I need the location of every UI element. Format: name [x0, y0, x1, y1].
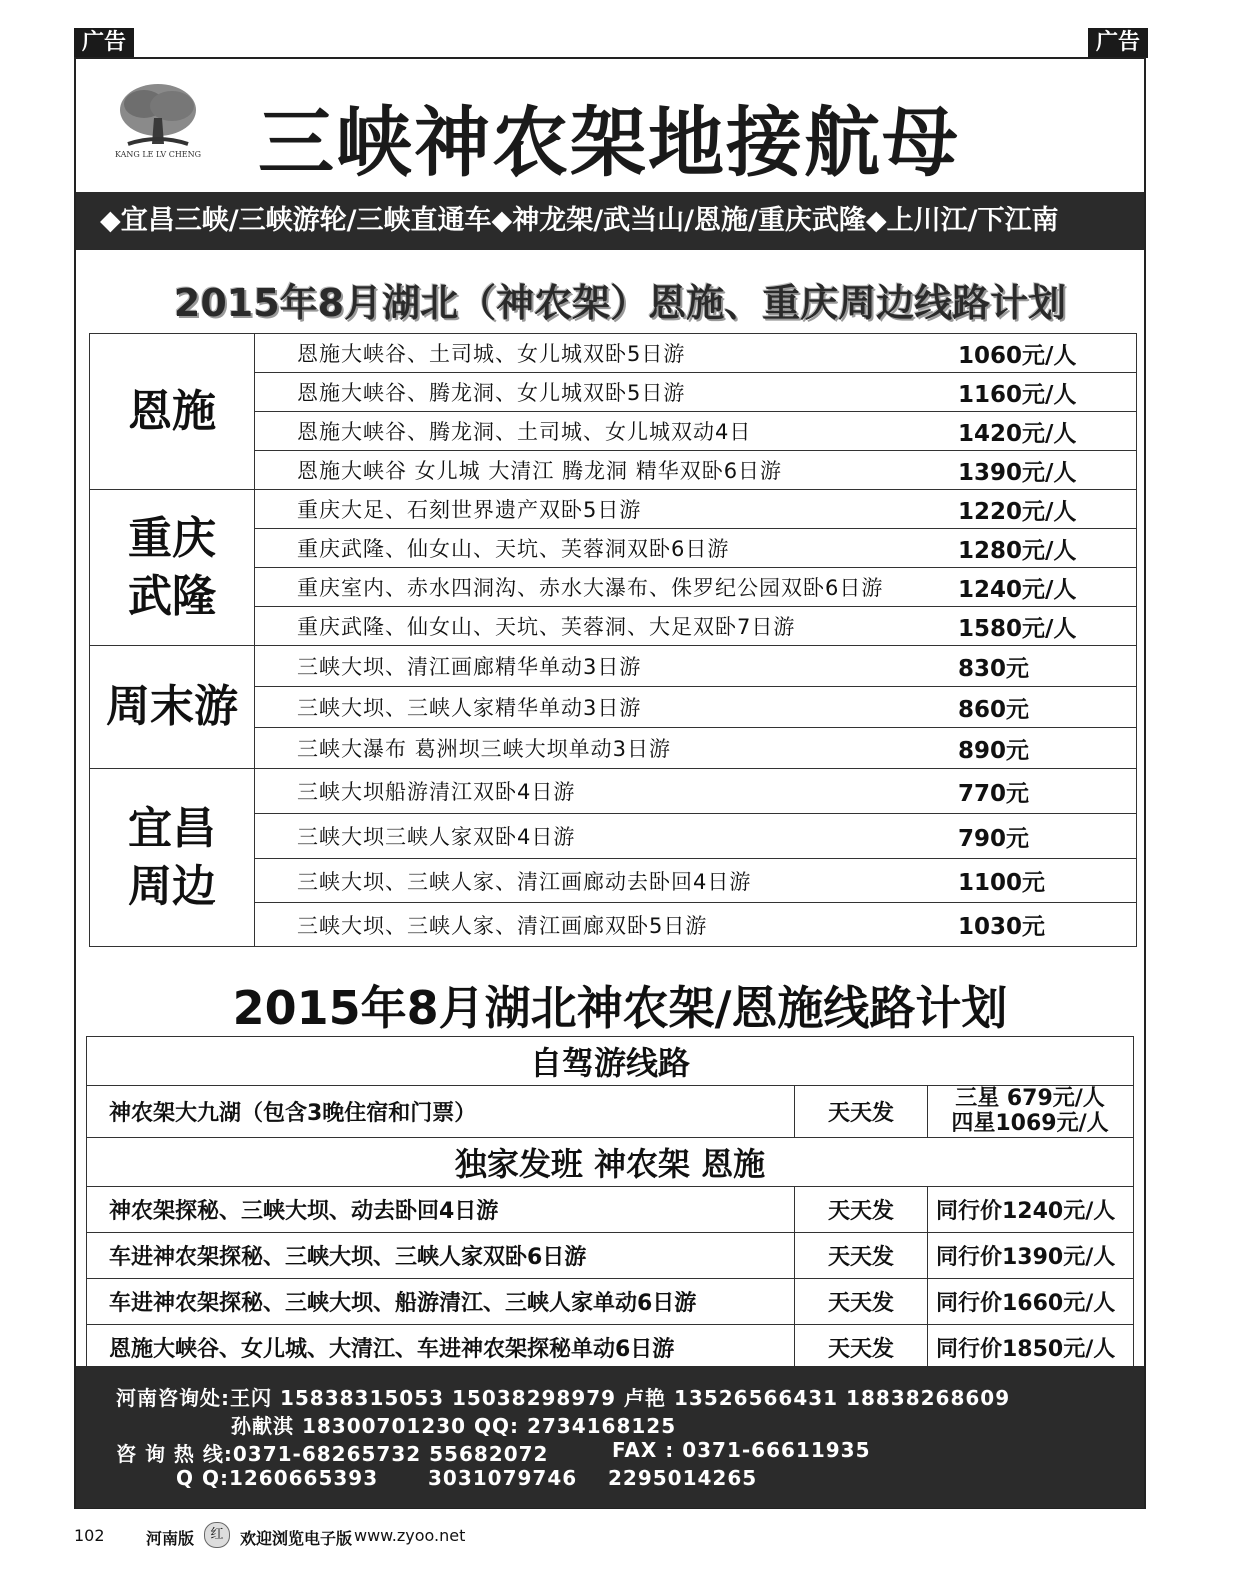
destinations-banner: ◆宜昌三峡/三峡游轮/三峡直通车◆神龙架/武当山/恩施/重庆武隆◆上川江/下江南	[76, 192, 1144, 250]
price: 同行价1660元/人	[928, 1279, 1134, 1325]
qq-3: 2295014265	[608, 1466, 758, 1490]
ad-tag-right: 广告	[1088, 28, 1148, 58]
price: 同行价1240元/人	[928, 1187, 1134, 1233]
route: 恩施大峡谷、女儿城、大清江、车进神农架探秘单动6日游	[87, 1325, 795, 1371]
contact-line-2: 孙献淇 18300701230 QQ: 2734168125	[231, 1414, 677, 1438]
price: 890元	[958, 728, 1137, 769]
hotline: 咨 询 热 线:0371-68265732 55682072	[116, 1442, 549, 1466]
contact-box	[76, 1366, 1144, 1508]
fax: FAX : 0371-66611935	[612, 1438, 871, 1462]
route: 三峡大坝、三峡人家、清江画廊双卧5日游	[255, 903, 959, 947]
price: 790元	[958, 814, 1137, 859]
route: 重庆大足、石刻世界遗产双卧5日游	[255, 490, 959, 529]
route: 重庆武隆、仙女山、天坑、芙蓉洞、大足双卧7日游	[255, 607, 959, 646]
category-weekend: 周末游	[90, 646, 255, 769]
departure: 天天发	[795, 1325, 928, 1371]
category-enshi: 恩施	[90, 334, 255, 490]
plan1-table	[89, 333, 1137, 947]
price: 830元	[958, 646, 1137, 687]
price: 三星 679元/人 四星1069元/人	[928, 1086, 1134, 1138]
plan2-table	[86, 1036, 1134, 1371]
edition-label: 河南版	[146, 1529, 195, 1548]
route: 三峡大瀑布 葛洲坝三峡大坝单动3日游	[255, 728, 959, 769]
route: 恩施大峡谷、腾龙洞、土司城、女儿城双动4日	[255, 412, 959, 451]
route: 三峡大坝、三峡人家精华单动3日游	[255, 687, 959, 728]
route: 恩施大峡谷、土司城、女儿城双卧5日游	[255, 334, 959, 373]
price: 860元	[958, 687, 1137, 728]
route: 三峡大坝船游清江双卧4日游	[255, 769, 959, 814]
price: 1420元/人	[958, 412, 1137, 451]
departure: 天天发	[795, 1233, 928, 1279]
price: 1390元/人	[958, 451, 1137, 490]
route: 三峡大坝、清江画廊精华单动3日游	[255, 646, 959, 687]
route: 恩施大峡谷、腾龙洞、女儿城双卧5日游	[255, 373, 959, 412]
welcome-text: 欢迎浏览电子版	[240, 1529, 353, 1548]
price: 同行价1850元/人	[928, 1325, 1134, 1371]
plan2-title: 2015年8月湖北神农架/恩施线路计划	[232, 981, 1008, 1035]
price: 1060元/人	[958, 334, 1137, 373]
ad-tag-left: 广告	[74, 28, 134, 58]
category-chongqing: 重庆武隆	[90, 490, 255, 646]
price: 1220元/人	[958, 490, 1137, 529]
route: 神农架探秘、三峡大坝、动去卧回4日游	[87, 1187, 795, 1233]
qq-2: 3031079746	[428, 1466, 578, 1490]
badge-icon: 红	[204, 1522, 230, 1548]
price: 1160元/人	[958, 373, 1137, 412]
departure: 天天发	[795, 1187, 928, 1233]
price: 1580元/人	[958, 607, 1137, 646]
price: 1100元	[958, 859, 1137, 903]
price: 1240元/人	[958, 568, 1137, 607]
route: 恩施大峡谷 女儿城 大清江 腾龙洞 精华双卧6日游	[255, 451, 959, 490]
route: 三峡大坝、三峡人家、清江画廊动去卧回4日游	[255, 859, 959, 903]
departure: 天天发	[795, 1279, 928, 1325]
route: 三峡大坝三峡人家双卧4日游	[255, 814, 959, 859]
route: 车进神农架探秘、三峡大坝、船游清江、三峡人家单动6日游	[87, 1279, 795, 1325]
price: 1030元	[958, 903, 1137, 947]
category-yichang: 宜昌周边	[90, 769, 255, 947]
page-number: 102	[74, 1526, 105, 1545]
route: 重庆室内、赤水四洞沟、赤水大瀑布、侏罗纪公园双卧6日游	[255, 568, 959, 607]
departure: 天天发	[795, 1086, 928, 1138]
brand-title: 三峡神农架地接航母	[258, 98, 960, 187]
logo-text: KANG LE LV CHENG	[114, 150, 202, 159]
route: 车进神农架探秘、三峡大坝、三峡人家双卧6日游	[87, 1233, 795, 1279]
price: 1280元/人	[958, 529, 1137, 568]
section-self-drive: 自驾游线路	[87, 1037, 1134, 1086]
section-exclusive: 独家发班 神农架 恩施	[87, 1138, 1134, 1187]
route: 重庆武隆、仙女山、天坑、芙蓉洞双卧6日游	[255, 529, 959, 568]
price: 770元	[958, 769, 1137, 814]
route: 神农架大九湖（包含3晚住宿和门票）	[87, 1086, 795, 1138]
price: 同行价1390元/人	[928, 1233, 1134, 1279]
contact-line-1: 河南咨询处:王闪 15838315053 15038298979 卢艳 13526566431 18838268609	[116, 1386, 1011, 1410]
website-link[interactable]: www.zyoo.net	[354, 1526, 466, 1545]
qq-1: Q Q:1260665393	[176, 1466, 379, 1490]
plan1-title: 2015年8月湖北（神农架）恩施、重庆周边线路计划	[173, 281, 1067, 325]
